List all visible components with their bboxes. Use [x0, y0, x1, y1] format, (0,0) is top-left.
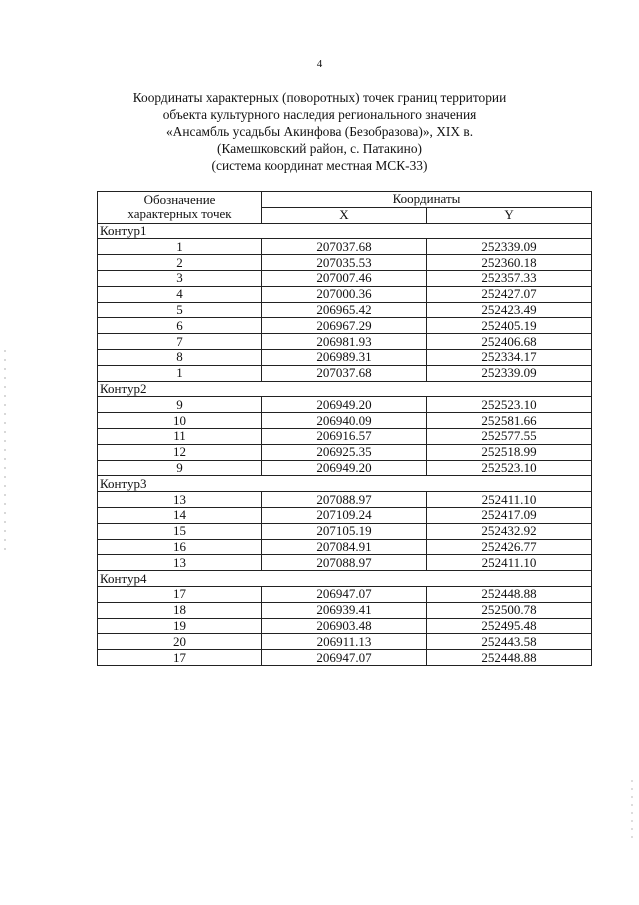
table-row	[98, 634, 592, 650]
y-coordinate-cell: 252500.78	[427, 602, 592, 618]
table-row	[98, 428, 592, 444]
table-row	[98, 555, 592, 571]
point-cell: 10	[98, 413, 262, 429]
y-coordinate-cell: 252432.92	[427, 523, 592, 539]
document-title	[60, 89, 579, 174]
contour-label: Контур1	[98, 223, 592, 239]
title-line: объекта культурного наследия регионального значения	[162, 107, 477, 122]
page-number: 4	[316, 58, 323, 70]
x-coordinate-cell: 206939.41	[262, 602, 427, 618]
table-row	[98, 507, 592, 523]
x-coordinate-cell: 206911.13	[262, 634, 427, 650]
y-coordinate-cell: 252443.58	[427, 634, 592, 650]
point-cell: 9	[98, 460, 262, 476]
point-cell: 13	[98, 492, 262, 508]
point-cell: 6	[98, 318, 262, 334]
title-line: (Камешковский район, с. Патакино)	[217, 141, 422, 156]
y-coordinate-cell: 252360.18	[427, 255, 592, 271]
point-cell: 13	[98, 555, 262, 571]
y-coordinate-cell: 252405.19	[427, 318, 592, 334]
contour-row	[98, 381, 592, 397]
point-cell: 20	[98, 634, 262, 650]
header-coordinates: Координаты	[262, 192, 592, 208]
y-coordinate-cell: 252577.55	[427, 428, 592, 444]
table-row	[98, 618, 592, 634]
table-row	[98, 586, 592, 602]
contour-row	[98, 223, 592, 239]
x-coordinate-cell: 206965.42	[262, 302, 427, 318]
title-line: Координаты характерных (поворотных) точек границ территории	[132, 90, 507, 105]
header-point-line1: Обозначение	[143, 192, 216, 208]
title-line: «Ансамбль усадьбы Акинфова (Безобразова)», XIX в.	[165, 124, 474, 139]
y-coordinate-cell: 252448.88	[427, 586, 592, 602]
y-coordinate-cell: 252417.09	[427, 507, 592, 523]
point-cell: 14	[98, 507, 262, 523]
point-cell: 1	[98, 365, 262, 381]
table-row	[98, 334, 592, 350]
table-row	[98, 492, 592, 508]
point-cell: 16	[98, 539, 262, 555]
point-cell: 11	[98, 428, 262, 444]
x-coordinate-cell: 207088.97	[262, 492, 427, 508]
x-coordinate-cell: 207105.19	[262, 523, 427, 539]
point-cell: 18	[98, 602, 262, 618]
y-coordinate-cell: 252581.66	[427, 413, 592, 429]
point-cell: 17	[98, 586, 262, 602]
table-row	[98, 444, 592, 460]
contour-label: Контур3	[98, 476, 592, 492]
x-coordinate-cell: 207088.97	[262, 555, 427, 571]
point-cell: 9	[98, 397, 262, 413]
table-row	[98, 602, 592, 618]
table-row	[98, 302, 592, 318]
x-coordinate-cell: 206903.48	[262, 618, 427, 634]
table-row	[98, 397, 592, 413]
y-coordinate-cell: 252406.68	[427, 334, 592, 350]
point-cell: 2	[98, 255, 262, 271]
point-cell: 8	[98, 349, 262, 365]
point-cell: 1	[98, 239, 262, 255]
table-row	[98, 539, 592, 555]
table-row	[98, 270, 592, 286]
header-point-line2: характерных точек	[127, 206, 232, 222]
table-row	[98, 255, 592, 271]
y-coordinate-cell: 252523.10	[427, 397, 592, 413]
y-coordinate-cell: 252427.07	[427, 286, 592, 302]
point-cell: 4	[98, 286, 262, 302]
y-coordinate-cell: 252411.10	[427, 492, 592, 508]
point-cell: 12	[98, 444, 262, 460]
contour-label: Контур2	[98, 381, 592, 397]
table-row	[98, 239, 592, 255]
y-coordinate-cell: 252495.48	[427, 618, 592, 634]
x-coordinate-cell: 206989.31	[262, 349, 427, 365]
title-line: (система координат местная МСК-33)	[211, 158, 428, 173]
point-cell: 5	[98, 302, 262, 318]
x-coordinate-cell: 206947.07	[262, 650, 427, 666]
y-coordinate-cell: 252448.88	[427, 650, 592, 666]
point-cell: 19	[98, 618, 262, 634]
point-cell: 17	[98, 650, 262, 666]
x-coordinate-cell: 206925.35	[262, 444, 427, 460]
scan-margin-artifact	[631, 780, 633, 840]
x-coordinate-cell: 206940.09	[262, 413, 427, 429]
header-point-designation	[98, 192, 262, 224]
x-coordinate-cell: 207000.36	[262, 286, 427, 302]
x-coordinate-cell: 207109.24	[262, 507, 427, 523]
scan-margin-artifact	[4, 350, 6, 550]
point-cell: 3	[98, 270, 262, 286]
y-coordinate-cell: 252518.99	[427, 444, 592, 460]
contour-row	[98, 571, 592, 587]
table-row	[98, 318, 592, 334]
point-cell: 7	[98, 334, 262, 350]
y-coordinate-cell: 252423.49	[427, 302, 592, 318]
table-row	[98, 523, 592, 539]
table-header	[98, 192, 592, 224]
x-coordinate-cell: 206916.57	[262, 428, 427, 444]
x-coordinate-cell: 206981.93	[262, 334, 427, 350]
x-coordinate-cell: 206947.07	[262, 586, 427, 602]
x-coordinate-cell: 206949.20	[262, 460, 427, 476]
contour-label: Контур4	[98, 571, 592, 587]
header-y: Y	[427, 207, 592, 223]
x-coordinate-cell: 207037.68	[262, 239, 427, 255]
x-coordinate-cell: 207035.53	[262, 255, 427, 271]
table-row	[98, 365, 592, 381]
table-row	[98, 650, 592, 666]
x-coordinate-cell: 206967.29	[262, 318, 427, 334]
table-body	[98, 223, 592, 665]
header-x: X	[262, 207, 427, 223]
y-coordinate-cell: 252339.09	[427, 365, 592, 381]
contour-row	[98, 476, 592, 492]
table-row	[98, 286, 592, 302]
table-row	[98, 349, 592, 365]
y-coordinate-cell: 252426.77	[427, 539, 592, 555]
point-cell: 15	[98, 523, 262, 539]
x-coordinate-cell: 207037.68	[262, 365, 427, 381]
y-coordinate-cell: 252334.17	[427, 349, 592, 365]
y-coordinate-cell: 252339.09	[427, 239, 592, 255]
x-coordinate-cell: 207084.91	[262, 539, 427, 555]
y-coordinate-cell: 252411.10	[427, 555, 592, 571]
coordinates-table	[97, 191, 592, 666]
table-row	[98, 460, 592, 476]
y-coordinate-cell: 252357.33	[427, 270, 592, 286]
x-coordinate-cell: 206949.20	[262, 397, 427, 413]
y-coordinate-cell: 252523.10	[427, 460, 592, 476]
x-coordinate-cell: 207007.46	[262, 270, 427, 286]
table-row	[98, 413, 592, 429]
